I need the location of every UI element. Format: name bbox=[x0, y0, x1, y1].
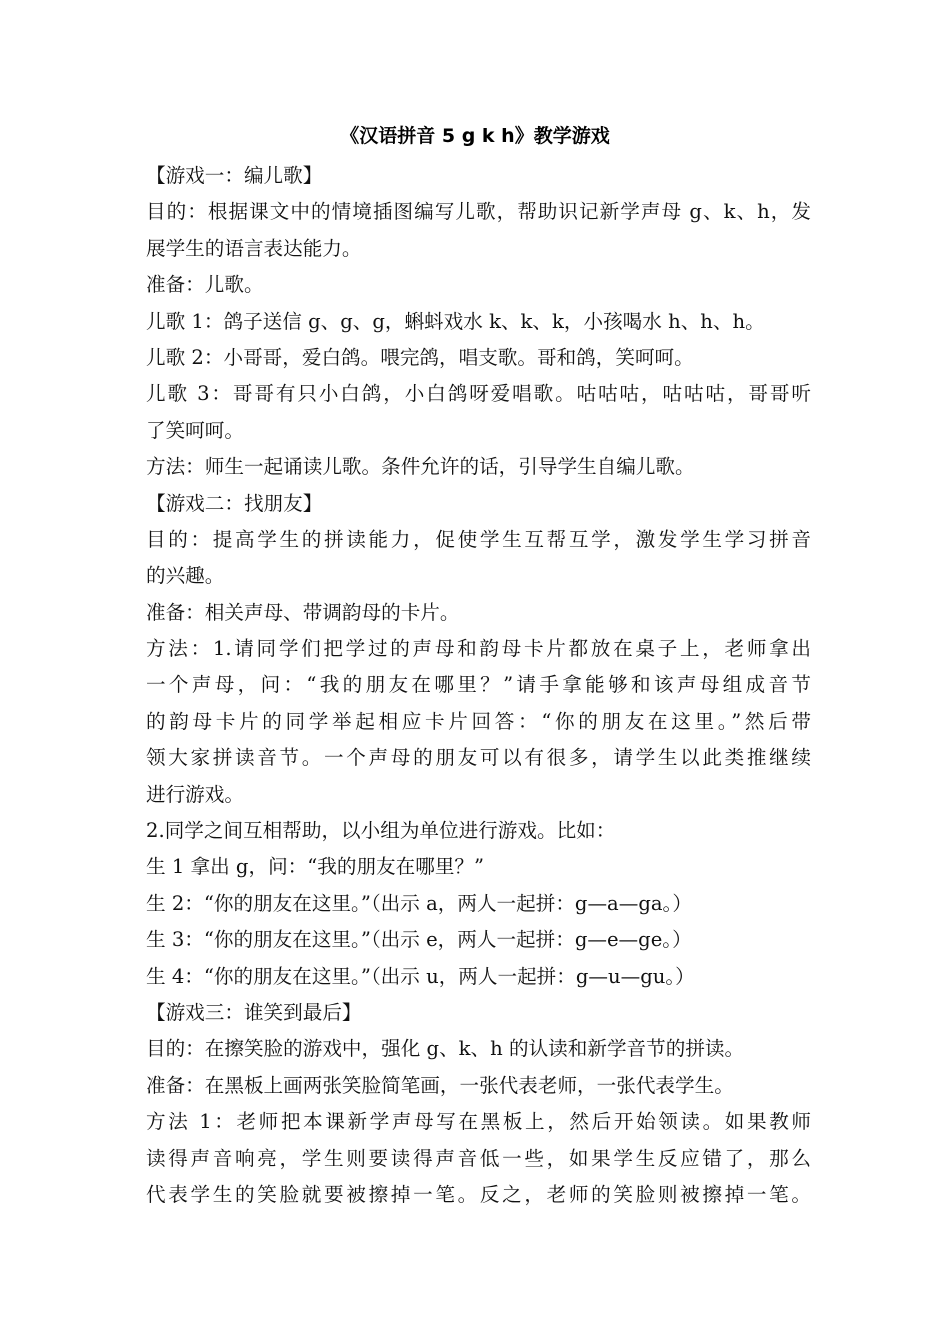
paragraph-line: 一个声母，问：“我的朋友在哪里？”请手拿能够和该声母组成音节 bbox=[146, 673, 811, 697]
section-heading-game-2: 【游戏二：找朋友】 bbox=[146, 491, 323, 515]
document-title: 《汉语拼音 5 g k h》教学游戏 bbox=[340, 125, 610, 147]
paragraph-line: 目的：提高学生的拼读能力，促使学生互帮互学，激发学生学习拼音 bbox=[146, 527, 811, 551]
document-body bbox=[146, 158, 811, 1213]
paragraph-line: 方法：师生一起诵读儿歌。条件允许的话，引导学生自编儿歌。 bbox=[146, 455, 695, 479]
paragraph-line: 了笑呵呵。 bbox=[146, 418, 244, 442]
paragraph-line: 准备：相关声母、带调韵母的卡片。 bbox=[146, 600, 460, 624]
paragraph-line: 准备：在黑板上画两张笑脸简笔画，一张代表老师，一张代表学生。 bbox=[146, 1073, 734, 1097]
paragraph-line: 儿歌 2：小哥哥，爱白鸽。喂完鸽，唱支歌。哥和鸽，笑呵呵。 bbox=[146, 345, 694, 369]
paragraph-line: 生 1 拿出 g，问：“我的朋友在哪里？” bbox=[146, 855, 485, 879]
paragraph-line: 代表学生的笑脸就要被擦掉一笔。反之，老师的笑脸则被擦掉一笔。 bbox=[146, 1182, 811, 1206]
paragraph-line: 领大家拼读音节。一个声母的朋友可以有很多，请学生以此类推继续 bbox=[146, 746, 811, 770]
section-heading-game-3: 【游戏三：谁笑到最后】 bbox=[146, 1000, 362, 1024]
section-heading-game-1: 【游戏一：编儿歌】 bbox=[146, 164, 323, 187]
paragraph-line: 的韵母卡片的同学举起相应卡片回答：“你的朋友在这里。”然后带 bbox=[146, 709, 811, 733]
paragraph-line: 读得声音响亮，学生则要读得声音低一些，如果学生反应错了，那么 bbox=[146, 1146, 811, 1170]
paragraph-line: 生 4：“你的朋友在这里。”（出示 u，两人一起拼：g—u—gu。） bbox=[146, 964, 695, 988]
paragraph-line: 的兴趣。 bbox=[146, 564, 225, 588]
paragraph-line: 生 3：“你的朋友在这里。”（出示 e，两人一起拼：g—e—ge。） bbox=[146, 928, 692, 952]
paragraph-line: 目的：根据课文中的情境插图编写儿歌，帮助识记新学声母 g、k、h，发 bbox=[146, 200, 811, 224]
paragraph-line: 展学生的语言表达能力。 bbox=[146, 236, 362, 260]
paragraph-line: 儿歌 1：鸽子送信 g、g、g，蝌蚪戏水 k、k、k，小孩喝水 h、h、h。 bbox=[146, 309, 765, 333]
paragraph-line: 儿歌 3：哥哥有只小白鸽，小白鸽呀爱唱歌。咕咕咕，咕咕咕，哥哥听 bbox=[146, 382, 811, 406]
paragraph-line: 生 2：“你的朋友在这里。”（出示 a，两人一起拼：g—a—ga。） bbox=[146, 891, 692, 915]
paragraph-line: 方法：1.请同学们把学过的声母和韵母卡片都放在桌子上，老师拿出 bbox=[146, 637, 811, 661]
paragraph-line: 目的：在擦笑脸的游戏中，强化 g、k、h 的认读和新学音节的拼读。 bbox=[146, 1037, 745, 1061]
paragraph-line: 2.同学之间互相帮助，以小组为单位进行游戏。比如： bbox=[146, 819, 616, 843]
paragraph-line: 准备：儿歌。 bbox=[146, 273, 264, 297]
paragraph-line: 方法 1：老师把本课新学声母写在黑板上，然后开始领读。如果教师 bbox=[146, 1110, 811, 1134]
paragraph-line: 进行游戏。 bbox=[146, 782, 244, 806]
